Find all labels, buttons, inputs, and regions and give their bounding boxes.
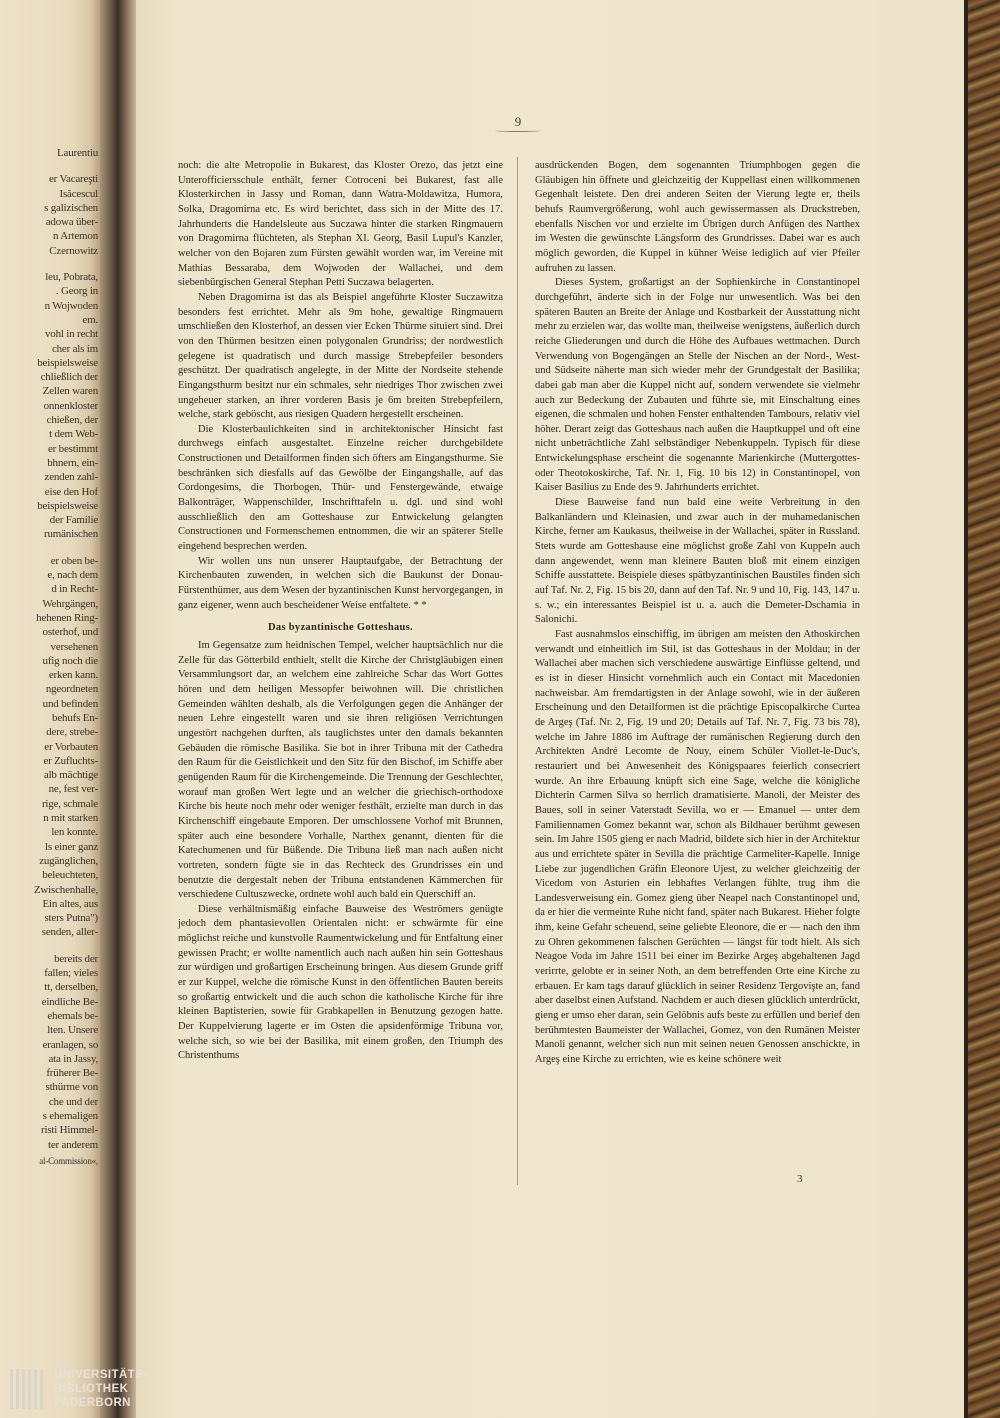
previous-page-line: che und der	[48, 1095, 98, 1108]
previous-page-line: senden, aller-	[41, 926, 98, 939]
previous-page-line: Czernowitz	[49, 244, 98, 257]
previous-page-line: eise den Hof	[44, 485, 98, 498]
section-heading: Das byzantinische Gotteshaus.	[268, 622, 413, 634]
previous-page-line: fallen; vieles	[44, 967, 98, 980]
previous-page-line: Zwischenhalle,	[33, 883, 98, 896]
page-number-ornament	[495, 129, 541, 132]
library-logo-text	[54, 1368, 147, 1410]
previous-page-line: t dem Web-	[49, 428, 98, 441]
previous-page-line	[2, 258, 98, 270]
column-divider	[517, 157, 518, 1185]
page-number: 9	[514, 114, 522, 129]
body-paragraph: Im Gegensatze zum heidnischen Tempel, welcher hauptsächlich nur die Zelle für das Götterbild enthielt, stellt die Kirche der Christgläubigen einen Versammlungsort dar, an welchem eine zahlreiche Schar das Wort Gottes hören und dem heiligen Messopfer beiwohnen will. Die christlichen Gemeinden wählten deshalb, als die Verfolgungen gegen die Anhänger der neuen Lehre eingestellt waren und sie ihren religiösen Verrichtungen ungestört nachgehen durften, als tauglichstes unter den damals bekannten Gebäuden die römische Basilika. Sie bot in ihrer Tribuna mit der Cathedra den Raum für die Geistlichkeit und den Sitz für den Bischof, im Schiffe aber genügenden Raum für die Kirchengemeinde. Die Trennung der Geschlechter, worauf man großen Wert legte und an welcher die griechisch-orthodoxe Kirche bis heute noch mehr oder weniger festhält, erzielte man durch in das Kirchenschiff eingebaute Emporen. Der umschlossene Vorhof mit Brunnen, später auch eine besondere Vorhalle, Narthex genannt, dienten für die Katechumenen und für Büßende. Die Tribuna ließ man nach außen nicht vortreten, sondern fügte sie in das Rechteck des Grundrisses ein und benutzte die dergestalt neben der Tribuna entstandenen Kämmerchen für verschiedene Cultuszwecke, ordnete wohl auch bald ein Querschiff an.	[178, 640, 503, 901]
previous-page-line: ls einer ganz	[45, 840, 98, 853]
previous-page-line: chließlich der	[40, 371, 98, 384]
body-paragraph: Wir wollen uns nun unserer Hauptaufgabe, der Betrachtung der Kirchenbauten zuwenden, in welchen sich die Baukunst der Donau-Fürstenthümer, aus dem Wesen der byzantinischen Kunst hervorgegangen, in ganz eigener, wenn auch bescheidener Weise entfaltete. * *	[178, 555, 503, 611]
body-paragraph: ausdrückenden Bogen, dem sogenannten Triumphbogen gegen die Gläubigen hin öffnete und gleichzeitig der Kuppellast einen willkommenen Gegenhalt leistete. Den drei anderen Seiten der Vierung legte er, theils behufs Raumvergrößerung, wohl auch gewissermassen als Druckstreben, ebenfalls Nischen vor und erzielte im Übrigen durch Anfügen des Narthex im Westen die gewünschte Längsform des Grundrisses. Dabei war es auch möglich geworden, die Kuppel in kühner Weise lediglich auf vier Pfeiler aufruhen zu lassen.	[535, 160, 860, 274]
previous-page-line: chießen, der	[46, 414, 98, 427]
previous-page-line: ngeordneten	[45, 683, 98, 696]
previous-page-line: Ein altes, aus	[42, 897, 98, 910]
previous-page-line: eranlagen, so	[42, 1038, 98, 1051]
body-paragraph: Neben Dragomirna ist das als Beispiel angeführte Kloster Suczawitza besonders fest errichtet. Mehr als 9m hohe, gewaltige Ringmauern umschließen den Klosterhof, an dessen vier Ecken Thürme situiert sind. Drei von den Thürmen besitzen einen polygonalen Grundriss; der nordwestlich gelegene ist quadratisch und durch massige Strebepfeiler besonders geschützt. Der quadratisch angelegte, in der Mitte der Nordseite stehende Eingangsthurm besitzt nur ein schmales, sehr niedriges Thor zwischen zwei ungeheuer starken, an ihrer vorderen Basis je 6m breiten Strebepfeilern, welche, stark geböscht, aus riesigen Quadern hergestellt erscheinen.	[178, 291, 503, 421]
previous-page-line: zenden zahl-	[44, 471, 98, 484]
previous-page-line: erken kann.	[48, 669, 98, 682]
previous-page-line: cher als im	[51, 342, 98, 355]
previous-page-line: adowa über-	[45, 216, 98, 229]
previous-page-line: tt, derselben,	[44, 981, 98, 994]
text-column-left	[178, 159, 503, 1064]
previous-page-line: beleuchteten,	[42, 869, 98, 882]
body-paragraph: Die Klosterbaulichkeiten sind in architektonischer Hinsicht fast durchwegs einfach ausgestaltet. Einzelne reicher durchgebildete Constructionen und Detailformen finden sich öfters am Eingangsthurme. Sie beschränken sich diesfalls auf das Gewölbe der Eingangshalle, auf das Cordongesims, die Thorbogen, Thür- und Fenstergewände, etwaige Balkonträger, Wappenschilder, Inschrifttafeln u. dgl. und sind wohl ausschließlich den am Gotteshause zur Entwickelung gelangten Constructionen und Formenschemen entnommen, die wir an späterer Stelle eingehend besprechen werden.	[178, 423, 503, 553]
previous-page-line: ter anderem	[47, 1138, 98, 1151]
previous-page-line: Wehrgängen,	[42, 597, 98, 610]
previous-page-line: risti Himmel-	[41, 1124, 98, 1137]
previous-page-line: ehemals be-	[47, 1009, 98, 1022]
previous-page-line: dere, strebe-	[46, 726, 98, 739]
previous-page-line: er Zufluchts-	[43, 754, 98, 767]
printer-signature: 3	[797, 1173, 803, 1185]
library-logo	[10, 1368, 190, 1412]
previous-page-line: e, nach dem	[47, 569, 98, 582]
previous-page-line	[2, 940, 98, 952]
previous-page-line: Zellen waren	[42, 385, 98, 398]
previous-page-line: versehenen	[50, 640, 98, 653]
previous-page-line: s ehemaligen	[42, 1110, 98, 1122]
logo-line-2: BIBLIOTHEK	[54, 1383, 129, 1395]
previous-page-line: er Vorbauten	[44, 740, 98, 753]
previous-page-line: vohl in recht	[45, 328, 98, 341]
previous-page-line: n Wojwoden	[44, 299, 98, 312]
previous-page-line: n Artemon	[53, 230, 98, 243]
previous-page-line: er bestimmt	[47, 442, 98, 455]
previous-page-line: früherer Be-	[46, 1067, 98, 1080]
previous-page-fragment	[0, 0, 100, 1418]
logo-line-1: UNIVERSITÄTS-	[54, 1369, 148, 1381]
previous-page-line: ne, fest ver-	[48, 783, 98, 796]
previous-page-line	[2, 542, 98, 554]
previous-page-line: beispielsweise	[37, 356, 98, 369]
previous-page-text	[2, 146, 98, 1168]
previous-page-line: len konnte.	[51, 826, 98, 839]
previous-page-line: Laurentiu	[57, 147, 98, 159]
marbled-book-cover	[968, 0, 1000, 1418]
previous-page-line: Isăcescul	[59, 187, 98, 200]
previous-page-line: und befinden	[42, 697, 98, 710]
previous-page-line: alb mächtige	[43, 769, 98, 782]
previous-page-line: d in Recht-	[51, 583, 98, 596]
previous-page-line: der Familie	[49, 514, 98, 527]
body-paragraph: Dieses System, großartigst an der Sophienkirche in Constantinopel durchgeführt, änderte sich in der Folge nur unwesentlich. Was bei den späteren Bauten an Breite der Anlage und Kostbarkeit der Ausstattung nicht mehr zu erzielen war, das wollte man, theilweise wenigstens, äußerlich durch reiche Gliederungen und durch die Höhe des Aufbaues wettmachen. Durch Verwendung von Bogengängen an Stelle der Nischen an der Nord-, West- und Südseite näherte man sich wieder mehr der Grundgestalt der Basilika; dabei gab man aber die Kuppel nicht auf, sondern verwendete sie vielmehr auch zur Bedeckung der Zubauten und führte sie, mit Einschaltung eines eigenen, die schmalen und hohen Fenster enthaltenden Tambours, relativ viel höher. Derart zeigt das Gotteshaus nach außen die Hauptkuppel und oft eine nicht unbeträchtliche Zahl selbständiger Nebenkuppeln. Typisch für diese Entwickelungsphase erscheint die sogenannte Marienkirche (Muttergottes- oder Theotokoskirche, Taf. Nr. 1, Fig. 10 bis 12) in Constantinopel, von Kaiser Basilius zu Ende des 9. Jahrhunderts errichtet.	[535, 277, 860, 494]
previous-page-line	[2, 160, 98, 172]
book-gutter	[100, 0, 136, 1418]
previous-page-line: leu, Pobrata,	[45, 271, 98, 284]
body-paragraph: Diese Bauweise fand nun bald eine weite Verbreitung in den Balkanländern und Kleinasien, und zwar auch in der muhamedanischen Kirche, ferner am Kaukasus, theilweise in der Wallachei, später in Russland. Stets wurde am Gotteshause eine möglichst große Zahl von Kuppeln auch dann angewendet, wenn man kleinere Bauten bloß mit einem einzigen Schiffe ausstattete. Beispiele dieses spätbyzantinischen Baustiles finden sich auf Taf. Nr. 2, Fig. 15 bis 20, dann auf den Taf. Nr. 9 und 10, Fig. 143, 147 u. s. w.; ein interessantes Beispiel ist u. a. auch die Demeter-Dschamia in Salonichi.	[535, 497, 860, 626]
text-column-right	[535, 159, 860, 1068]
previous-page-line: n mit starken	[43, 812, 98, 825]
previous-page-line: lten. Unsere	[47, 1024, 98, 1037]
previous-page-footnote: al-Commission«,	[39, 1155, 98, 1166]
previous-page-line: s galizischen	[44, 201, 98, 214]
previous-page-line: sters Putna")	[44, 912, 98, 925]
previous-page-line: hehenen Ring-	[36, 611, 98, 624]
previous-page-line: onnenkloster	[43, 399, 98, 412]
previous-page-line: rumänischen	[43, 528, 98, 541]
previous-page-line: sthürme von	[45, 1081, 98, 1094]
previous-page-line: ata in Jassy,	[48, 1052, 98, 1065]
previous-page-line: behufs En-	[52, 711, 98, 724]
previous-page-line: zugänglichen,	[39, 854, 98, 867]
previous-page-line: osterhof, und	[42, 626, 98, 639]
body-paragraph: noch: die alte Metropolie in Bukarest, das Kloster Orezo, das jetzt eine Unterofficiersschule enthält, ferner Cotroceni bei Bukarest, fast alle Klosterkirchen in Jassy und Roman, dann Watra-Moldawitza, Humora, Solka, Dragomirna etc. Es wird berichtet, dass sich in der Mitte des 17. Jahrhunderts die Handelsleute aus Suczawa hinter die starken Ringmauern von Dragomirna flüchteten, als Stephan XI. Georg, Basil Lupul's Kanzler, welcher von den Bojaren zum Fürsten gewählt worden war, im Vereine mit Mathias Bessaraba, dem Wojwoden der Wallachei, und dem siebenbürgischen General Stephan Petti Suczawa belagerten.	[178, 160, 503, 289]
previous-page-line: ufig noch die	[42, 654, 98, 667]
previous-page-line: eindliche Be-	[41, 995, 98, 1008]
previous-page-line: beispielsweise	[37, 499, 98, 512]
body-paragraph: Diese verhältnismäßig einfache Bauweise des Weströmers genügte jedoch dem phantasievollen Orientalen nicht: er schwärmte für eine möglichst reiche und kunstvolle Raumentwickelung und für Entfaltung einer gewissen Pracht; er wollte namentlich auch nach außen hin sein Gotteshaus zur würdigen und großartigen Erscheinung bringen. Aus diesem Grunde griff er zur Kuppel, welche die römische Kunst in den öffentlichen Bauten bereits so großartig entwickelt und die auch schon die katholische Kirche für ihre kleinen Baptisterien, sowie für Grabkapellen in Benutzung gezogen hatte. Der Kuppelvierung lagerte er im Osten die apsidenförmige Tribuna vor, welche sich, so wie bei der Basilika, mit einem großen, den Triumph des Christenthums	[178, 903, 503, 1062]
previous-page-line: bereits der	[54, 952, 98, 965]
previous-page-line: bhnern, ein-	[47, 456, 98, 469]
logo-line-3: PADERBORN	[54, 1397, 131, 1409]
library-logo-mark	[10, 1369, 50, 1409]
previous-page-line: . Georg in	[55, 285, 98, 298]
previous-page-line: er Vacareşti	[48, 173, 98, 186]
body-paragraph: Fast ausnahmslos einschiffig, im übrigen am meisten den Athoskirchen verwandt und einheitlich im Stil, ist das Gotteshaus in der Moldau; in der Wallachei aber machen sich verschiedene auswärtige Einflüsse geltend, und es ist in dieser Hinsicht vornehmlich auch ein Contact mit Macedonien nachweisbar. Am fremdartigsten in der Anlage sowohl, wie in der äußeren Erscheinung und den Detailformen ist die prächtige Episcopalkirche Curtea de Argeş (Taf. Nr. 2, Fig. 19 und 20; Details auf Taf. Nr. 7, Fig. 73 bis 78), welche im Jahre 1886 im Auftrage der rumänischen Regierung durch den Architekten André Lecomte de Nouy, einem Schüler Viollet-le-Duc's, restauriert und bei Anwesenheit des Königspaares feierlich consecriert wurde. An ihre Erbauung knüpft sich eine Sage, welche die königliche Dichterin Carmen Silva so herrlich dramatisierte. Manoli, der Meister des Baues, soll in seiner Vaterstadt Sevilla, wo er — Emanuel — unter dem Familiennamen Gomez bekannt war, schon als Bildhauer berühmt gewesen sein. Im Jahre 1505 gieng er nach Madrid, bildete sich hier in der Architektur aus und errichtete später in Sevilla die prächtige Carmeliter-Kapelle. Innige Liebe zur jugendlichen Gräfin Eleonore Ujest, zu welcher gleichzeitig der Vicedom von Asturien ein lebhaftes Verlangen fühlte, trug ihm die Landesverweisung ein. Gomez gieng über Neapel nach Constantinopel und, da er hier die vermeinte Ruhe nicht fand, später nach Bukarest. Hieher folgte ihm, keine Gefahr scheuend, seine geliebte Eleonore, die er — nach den ihm zu Ohren gekommenen falschen Gerüchten — längst für todt hielt. Als sich Neagoe Voda im Jahre 1511 bei einer im Bezirke Argeş abgehaltenen Jagd verirrte, gelobte er in seiner Noth, an dem betreffenden Orte eine Kirche zu erbauen. Er kam tags darauf glücklich in seiner Residenz Tergovişte an, fand aber daselbst einen Aufstand. Nachdem er auch diesen glücklich unterdrückt, gieng er umso eher daran, sein Gelöbnis aufs beste zu erfüllen und berief den berühmtesten Baumeister der Wallachei, Gomez, von den Rumänen Meister Manoli genannt, welcher sich nun mit seinen neuen Genossen anschickte, in Argeş eine Kirche zu errichten, wie es keine schönere weit	[535, 629, 860, 1066]
previous-page-line: er oben be-	[50, 554, 98, 567]
previous-page-line: rige, schmale	[41, 797, 98, 810]
previous-page-line: em.	[82, 313, 98, 326]
